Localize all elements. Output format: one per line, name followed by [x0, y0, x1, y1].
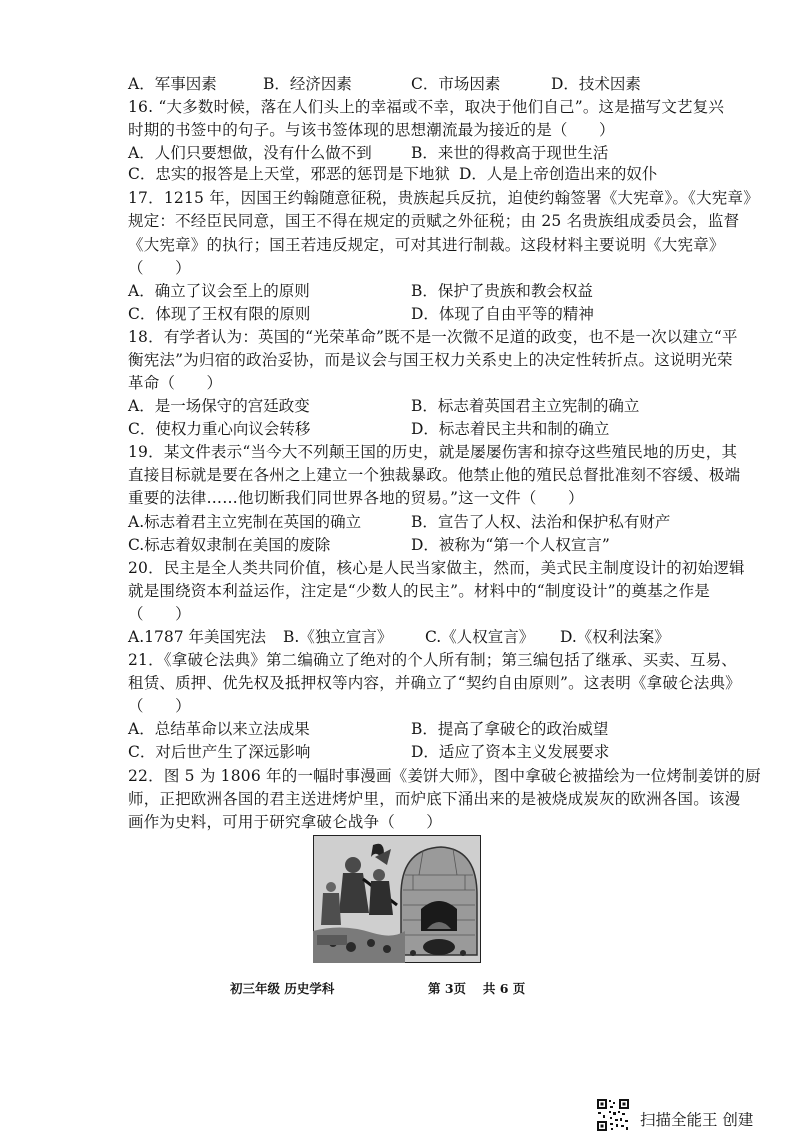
q18-option-b: B．标志着英国君主立宪制的确立 — [411, 397, 640, 415]
q17-stem-line: 规定：不经臣民同意，国王不得在规定的贡赋之外征税；由 25 名贵族组成委员会，监督 — [128, 212, 740, 230]
q21-stem-line: 21．《拿破仑法典》第二编确立了绝对的个人所有制；第三编包括了继承、买卖、互易、 — [128, 651, 737, 669]
q21-options-row — [128, 719, 708, 739]
q19-option-c: C.标志着奴隶制在美国的废除 — [128, 536, 331, 554]
q18-stem-line: 革命（ ） — [128, 374, 223, 392]
q17-stem-line: （ ） — [128, 259, 191, 277]
scanner-watermark-label: 扫描全能王 创建 — [640, 1111, 754, 1129]
q18-stem-line: 18．有学者认为：英国的“光荣革命”既不是一次微不足道的政变，也不是一次以建立“平 — [128, 328, 738, 346]
q15-option-d: D．技术因素 — [551, 75, 641, 93]
q19-stem-line: 重要的法律……他切断我们同世界各地的贸易。”这一文件（ ） — [128, 489, 584, 507]
q17-options-row — [128, 304, 708, 324]
q19-option-b: B．宣告了人权、法治和保护私有财产 — [411, 513, 671, 531]
q20-option-c: C.《人权宣言》 — [425, 628, 535, 646]
q17-option-c: C．体现了王权有限的原则 — [128, 305, 311, 323]
q21-stem-line: 租赁、质押、优先权及抵押权等内容，并确立了“契约自由原则”。这表明《拿破仑法典》 — [128, 674, 741, 692]
q22-stem-line: 画作为史料，可用于研究拿破仑战争（ ） — [128, 813, 443, 831]
q20-option-a: A.1787 年美国宪法 — [128, 628, 266, 646]
q16-option-d: D．人是上帝创造出来的奴仆 — [459, 165, 658, 183]
q16-options-row — [128, 143, 708, 163]
qr-code-icon — [596, 1098, 630, 1132]
q21-option-b: B．提高了拿破仑的政治威望 — [411, 720, 609, 738]
q19-option-a: A.标志着君主立宪制在英国的确立 — [128, 513, 362, 531]
q20-stem-line: （ ） — [128, 605, 191, 623]
q19-stem-line: 直接目标就是要在各州之上建立一个独裁暴政。他禁止他的殖民总督批准刻不容缓、极端 — [128, 466, 741, 484]
q16-stem-line: 时期的书签中的句子。与该书签体现的思想潮流最为接近的是（ ） — [128, 121, 615, 139]
footer-grade-subject: 初三年级 历史学科 — [230, 981, 335, 996]
q20-option-b: B.《独立宣言》 — [283, 628, 393, 646]
q19-stem-line: 19．某文件表示“当今大不列颠王国的历史，就是屡屡伤害和掠夺这些殖民地的历史，其 — [128, 443, 738, 461]
q16-option-c: C．忠实的报答是上天堂，邪恶的惩罚是下地狱 — [128, 165, 450, 183]
q18-options-row — [128, 419, 708, 439]
q19-options-row — [128, 535, 708, 555]
q21-stem-line: （ ） — [128, 697, 191, 715]
q19-option-d: D．被称为“第一个人权宣言” — [411, 536, 610, 554]
q21-options-row — [128, 742, 708, 762]
q16-option-b: B．来世的得救高于现世生活 — [411, 144, 609, 162]
q17-option-d: D．体现了自由平等的精神 — [411, 305, 594, 323]
q17-option-b: B．保护了贵族和教会权益 — [411, 282, 593, 300]
q15-option-c: C．市场因素 — [411, 75, 501, 93]
q20-stem-line: 20．民主是全人类共同价值，核心是人民当家做主，然而，美式民主制度设计的初始逻辑 — [128, 559, 745, 577]
gingerbread-baker-cartoon-image — [313, 835, 481, 963]
q17-stem-line: 《大宪章》的执行；国王若违反规定，可对其进行制裁。这段材料主要说明《大宪章》 — [128, 236, 725, 254]
q18-option-a: A．是一场保守的宫廷政变 — [128, 397, 310, 415]
q22-stem-line: 22．图 5 为 1806 年的一幅时事漫画《姜饼大师》，图中拿破仑被描绘为一位烤制姜饼的厨 — [128, 767, 761, 785]
q18-options-row — [128, 396, 708, 416]
q17-options-row — [128, 281, 708, 301]
q16-option-a: A．人们只要想做，没有什么做不到 — [128, 144, 372, 162]
q15-option-b: B．经济因素 — [263, 75, 352, 93]
q18-stem-line: 衡宪法”为归宿的政治妥协，而是议会与国王权力关系史上的决定性转折点。这说明光荣 — [128, 351, 733, 369]
q17-stem-line: 17．1215 年，因国王约翰随意征税，贵族起兵反抗，迫使约翰签署《大宪章》。《大宪章》 — [128, 189, 759, 207]
q21-option-c: C．对后世产生了深远影响 — [128, 743, 311, 761]
q16-options-row — [128, 164, 708, 184]
q20-stem-line: 就是围绕资本利益运作，注定是“少数人的民主”。材料中的“制度设计”的奠基之作是 — [128, 582, 710, 600]
q17-option-a: A．确立了议会至上的原则 — [128, 282, 310, 300]
q16-stem-line: 16. “大多数时候，落在人们头上的幸福或不幸，取决于他们自己”。这是描写文艺复兴 — [128, 98, 725, 116]
q22-stem-line: 师，正把欧洲各国的君主送进烤炉里，而炉底下涌出来的是被烧成炭灰的欧洲各国。该漫 — [128, 790, 741, 808]
q19-options-row — [128, 512, 708, 532]
footer-page-number: 第 3页 共 6 页 — [428, 981, 526, 996]
q21-option-a: A．总结革命以来立法成果 — [128, 720, 310, 738]
q18-option-c: C．使权力重心向议会转移 — [128, 420, 311, 438]
q15-options — [128, 74, 708, 94]
q20-options-row — [128, 627, 708, 647]
q20-option-d: D.《权利法案》 — [560, 628, 670, 646]
q15-option-a: A．军事因素 — [128, 75, 217, 93]
q18-option-d: D．标志着民主共和制的确立 — [411, 420, 610, 438]
q21-option-d: D．适应了资本主义发展要求 — [411, 743, 610, 761]
